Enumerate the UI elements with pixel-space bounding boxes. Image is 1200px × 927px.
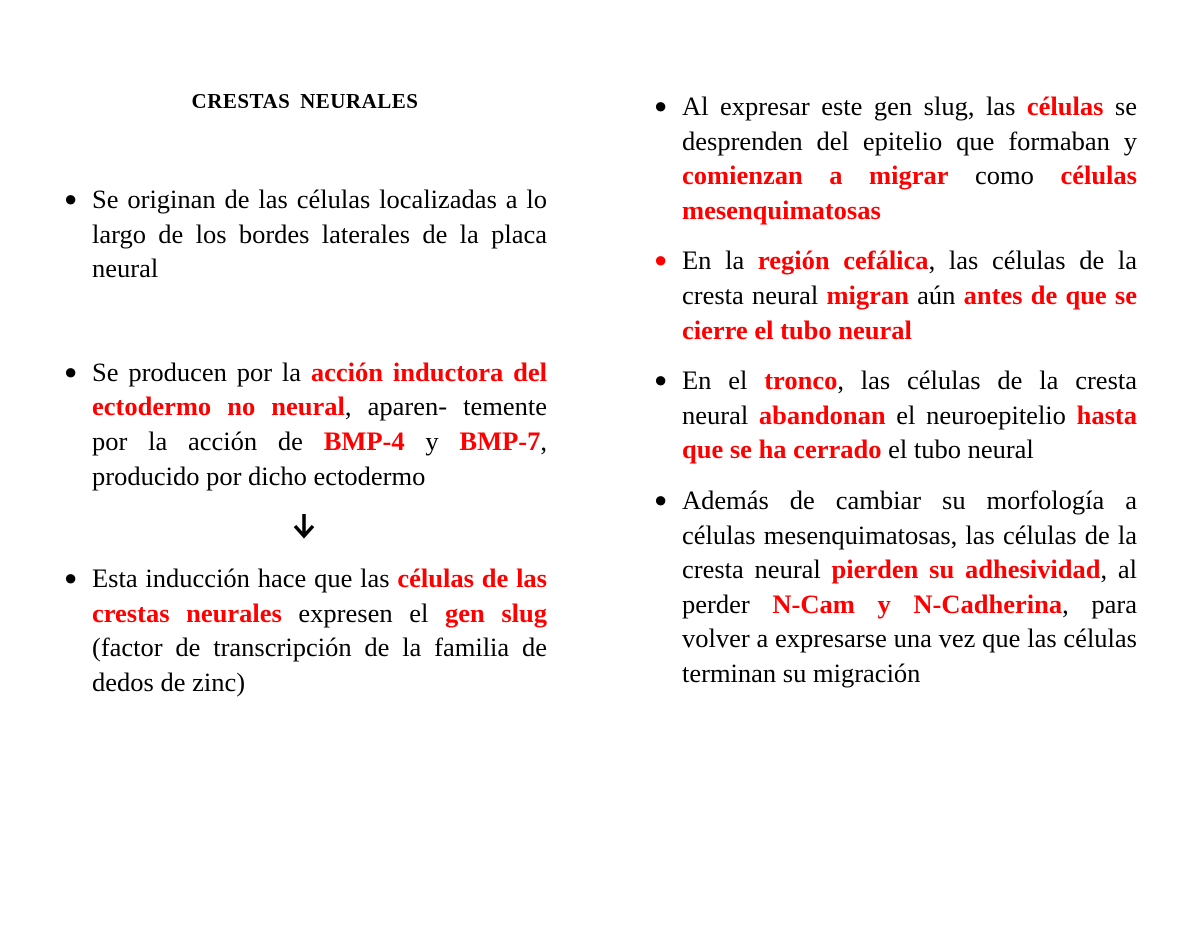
list-item-text: Esta inducción hace que las células de las crestas neurales expresen el gen slug (factor de transcripción de la familia de dedos de zinc) [92, 563, 547, 697]
list-item [650, 89, 1137, 227]
highlight-text: abandonan [758, 399, 886, 430]
highlight-text: acción inductora del ectodermo no neural [92, 356, 547, 422]
highlight-text: comienzan a migrar [682, 160, 949, 191]
list-item-text: Al expresar este gen slug, las células se desprenden del epitelio que formaban y comienzan a migrar como células mesenquimatosas [682, 91, 1137, 225]
right-column [650, 89, 1137, 691]
highlight-text: pierden su adhesividad [831, 554, 1101, 585]
bullet-icon: ● [64, 186, 78, 211]
list-item [60, 561, 547, 699]
down-arrow-icon [60, 507, 547, 541]
list-item-text: En la región cefálica, las células de la cresta neural migran aún antes de que se cierre el tubo neural [682, 245, 1138, 345]
list-item [650, 243, 1137, 347]
highlight-text: BMP-4 [323, 425, 405, 456]
list-item-text: Se originan de las células localizadas a lo largo de los bordes laterales de la placa neural [92, 184, 547, 284]
bullet-icon: ● [654, 247, 668, 273]
highlight-text: región cefálica [757, 245, 929, 276]
highlight-text: células de las crestas neurales [92, 563, 547, 628]
list-item-text: Se producen por la acción inductora del ectodermo no neural, aparen- temente por la acción de BMP-4 y BMP-7, producido por dicho ectodermo [92, 356, 547, 491]
list-item [650, 483, 1137, 691]
highlight-text: N-Cam y N-Cadherina [772, 588, 1063, 619]
bullet-icon: ● [654, 93, 668, 118]
highlight-text: células [1026, 91, 1104, 121]
list-item-text: En el tronco, las células de la cresta neural abandonan el neuroepitelio hasta que se ha cerrado el tubo neural [682, 365, 1138, 465]
list-item [60, 355, 547, 493]
highlight-text: antes de que se cierre el tubo neural [682, 279, 1137, 345]
bullet-icon: ● [654, 486, 668, 512]
bullet-icon: ● [654, 367, 668, 393]
page-title: CRESTAS NEURALES [191, 89, 419, 113]
list-item [60, 182, 547, 286]
bullet-icon: ● [64, 565, 78, 591]
bullet-icon: ● [64, 358, 78, 384]
highlight-text: células mesenquimatosas [682, 160, 1137, 225]
highlight-text: migran [826, 279, 909, 310]
highlight-text: BMP-7 [459, 425, 541, 456]
highlight-text: gen slug [444, 597, 547, 628]
list-item-text: Además de cambiar su morfología a células mesenquimatosas, las células de la cresta neural pierden su adhesividad, al perder N-Cam y N-Cadherina, para volver a expresarse una vez que las células terminan su migración [682, 484, 1137, 688]
highlight-text: hasta que se ha cerrado [682, 399, 1137, 465]
list-item [650, 363, 1137, 467]
left-column [60, 182, 547, 700]
highlight-text: tronco [764, 365, 838, 396]
